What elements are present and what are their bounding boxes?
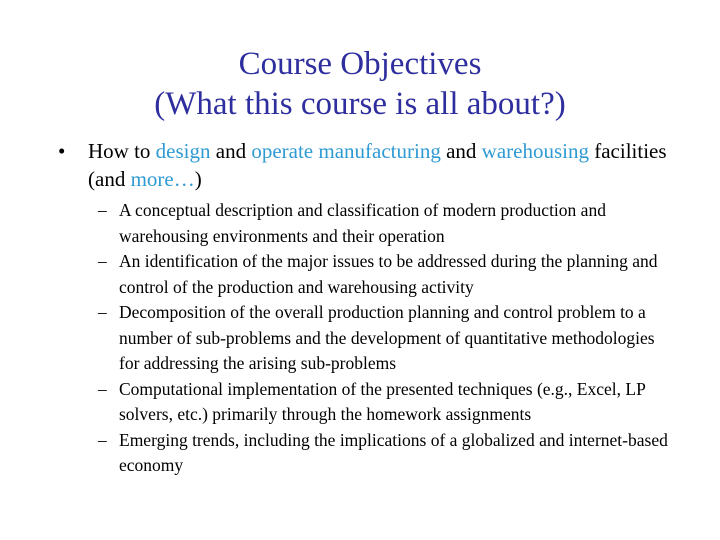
sub-bullet-item — [98, 198, 678, 249]
dash-marker: – — [98, 302, 107, 322]
bullet-highlight-more: more… — [130, 167, 195, 191]
slide-title — [0, 44, 720, 124]
sub-bullet-item — [98, 377, 678, 428]
bullet-highlight-operate-manufacturing: operate manufacturing — [251, 139, 441, 163]
sub-bullet-text: Computational implementation of the presented techniques (e.g., Excel, LP solvers, etc.) primarily through the homework assignments — [119, 378, 646, 424]
sub-bullet-item — [98, 428, 678, 479]
sub-bullet-text: A conceptual description and classification of modern production and warehousing environments and their operation — [119, 200, 606, 246]
bullet-highlight-design: design — [155, 139, 211, 163]
slide-title-line-2: (What this course is all about?) — [154, 86, 566, 122]
dash-marker: – — [98, 429, 107, 450]
sub-bullet-text: Decomposition of the overall production planning and control problem to a number of sub-problems and the development of quantitative methodologies for addressing the arising sub-problems — [119, 302, 655, 373]
bullet-text-segment: ) — [194, 167, 202, 191]
sub-bullet-item — [98, 249, 678, 300]
dash-marker: – — [98, 251, 107, 271]
bullet-text-segment: and — [440, 139, 482, 163]
sub-bullet-text: An identification of the major issues to be addressed during the planning and control of the production and warehousing activity — [119, 251, 658, 297]
slide-title-line-1: Course Objectives — [238, 46, 482, 82]
sub-bullet-list — [98, 198, 678, 479]
bullet-text-segment: facilities (and — [88, 139, 667, 191]
bullet-text-segment: and — [210, 139, 252, 163]
main-bullet — [58, 137, 698, 193]
bullet-highlight-warehousing: warehousing — [481, 139, 589, 163]
main-bullet-text — [88, 137, 698, 193]
sub-bullet-item — [98, 300, 678, 377]
dash-marker: – — [98, 200, 107, 220]
dash-marker: – — [98, 378, 107, 399]
sub-bullet-text: Emerging trends, including the implications of a globalized and internet-based economy — [119, 429, 668, 475]
bullet-marker: • — [58, 139, 66, 163]
bullet-text-segment: How to — [88, 139, 156, 163]
